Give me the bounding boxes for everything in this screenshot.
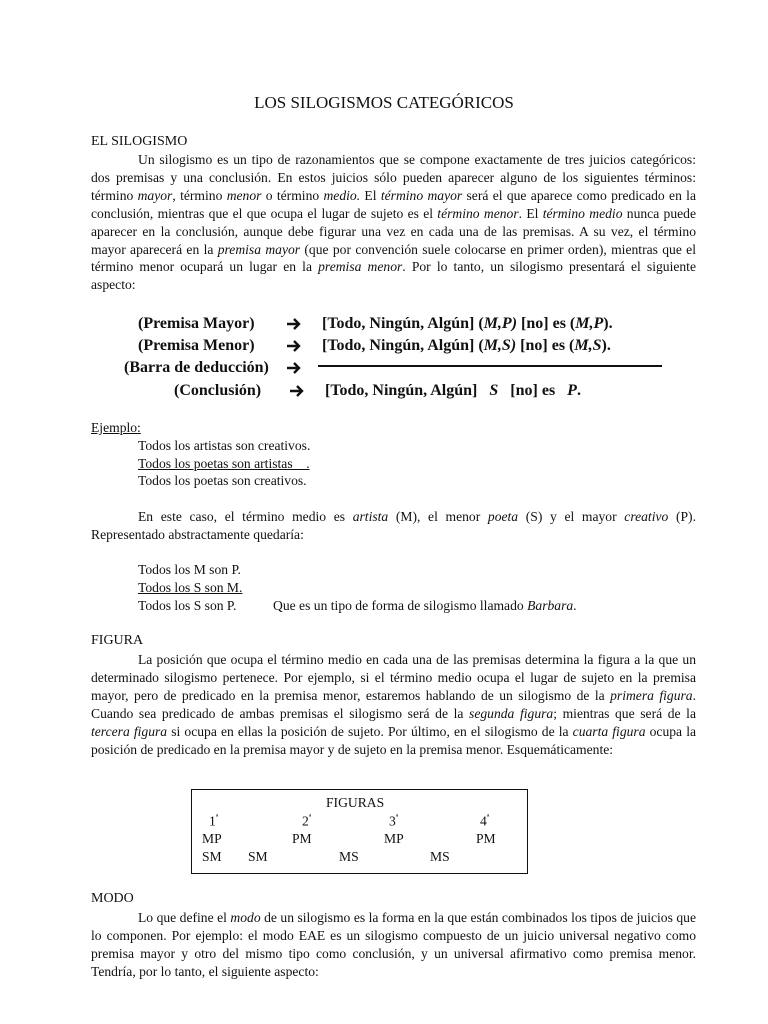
figure-number-4: $4^ª$ bbox=[480, 812, 490, 829]
abstract-line-2: Todos los S son M. bbox=[138, 580, 243, 595]
figure-1-major: MP bbox=[202, 831, 222, 846]
formula-content-major: [Todo, Ningún, Algún] (M,P) [no] es (M,P). bbox=[322, 315, 613, 332]
section-heading-figura: FIGURA bbox=[91, 633, 144, 648]
paragraph-figura bbox=[91, 651, 696, 758]
figure-1-minor: SM bbox=[202, 849, 222, 864]
figure-4-minor: MS bbox=[430, 849, 450, 864]
example-line-2: Todos los poetas son artistas . bbox=[138, 456, 310, 471]
formula-label-major: (Premisa Mayor) bbox=[138, 315, 255, 332]
formula-content-conclusion: [Todo, Ningún, Algún] S [no] es P. bbox=[325, 382, 581, 399]
figure-2-minor: SM bbox=[248, 849, 268, 864]
figure-number-3: $3^ª$ bbox=[389, 812, 399, 829]
arrow-right-icon bbox=[286, 357, 302, 379]
figure-4-major: PM bbox=[476, 831, 496, 846]
abstract-line-1: Todos los M son P. bbox=[138, 562, 241, 577]
deduction-bar bbox=[318, 365, 662, 367]
paragraph-silogismo bbox=[91, 151, 696, 294]
page-title: LOS SILOGISMOS CATEGÓRICOS bbox=[254, 93, 514, 112]
paragraph-modo bbox=[91, 909, 696, 981]
figure-3-major: MP bbox=[384, 831, 404, 846]
abstract-line-3: Todos los S son P. bbox=[138, 598, 237, 613]
figures-table bbox=[191, 789, 528, 874]
formula-label-bar: (Barra de deducción) bbox=[124, 359, 269, 376]
figure-3-minor: MS bbox=[339, 849, 359, 864]
example-line-3: Todos los poetas son creativos. bbox=[138, 473, 307, 488]
paragraph-modo-text: Lo que define el modo de un silogismo es la forma en la que están combinados los tipos de juicios que lo componen. Por ejemplo: el modo EAE es un silogismo compuesto de un juicio universal negativo como premisa mayor y otro del mismo tipo como conclusión, y un universal afirmativo como premisa menor. Tendría, por lo tanto, el siguiente aspecto: bbox=[91, 910, 696, 979]
abstract-note: Que es un tipo de forma de silogismo llamado Barbara. bbox=[273, 598, 577, 613]
section-heading-silogismo: EL SILOGISMO bbox=[91, 134, 188, 149]
arrow-right-icon bbox=[289, 380, 305, 402]
example-heading: Ejemplo: bbox=[91, 420, 141, 435]
formula-label-conclusion: (Conclusión) bbox=[174, 382, 262, 399]
figure-number-2: $2^ª$ bbox=[302, 812, 312, 829]
figure-2-major: PM bbox=[292, 831, 312, 846]
arrow-right-icon bbox=[286, 335, 302, 357]
arrow-right-icon bbox=[286, 313, 302, 335]
figure-number-1: $1^ª$ bbox=[209, 812, 219, 829]
paragraph-explanation: En este caso, el término medio es artista (M), el menor poeta (S) y el mayor creativo (P). Representado abstractamente quedaría: bbox=[91, 509, 696, 542]
figures-title: FIGURAS bbox=[326, 795, 385, 810]
paragraph-silogismo-text: Un silogismo es un tipo de razonamientos que se compone exactamente de tres juicios categóricos: dos premisas y una conclusión. En estos juicios sólo pueden aparecer alguno de los siguientes términos: término mayor, término menor o término medio. El término mayor será el que aparece como predicado en la conclusión, mientras que el que ocupa el lugar de sujeto es el término menor. El término medio nunca puede aparecer en la conclusión, aunque debe figurar una vez en cada una de las premisas. A su vez, el término mayor aparecerá en la premisa mayor (que por convención suele colocarse en primer orden), mientras que el término menor ocupará un lugar en la premisa menor. Por lo tanto, un silogismo presentará el siguiente aspecto: bbox=[91, 152, 696, 293]
formula-label-minor: (Premisa Menor) bbox=[138, 337, 255, 354]
paragraph-figura-text: La posición que ocupa el término medio en cada una de las premisas determina la figura a la que un determinado silogismo pertenece. Por ejemplo, si el término medio ocupa el lugar de sujeto en la premisa mayor, pero de predicado en la premisa menor, estaremos hablando de un silogismo de la primera figura. Cuando sea predicado de ambas premisas el silogismo será de la segunda figura; mientras que será de la tercera figura si ocupa en ellas la posición de sujeto. Por último, en el silogismo de la cuarta figura ocupa la posición de predicado en la premisa mayor y de sujeto en la premisa menor. Esquemáticamente: bbox=[91, 652, 697, 757]
section-heading-modo: MODO bbox=[91, 891, 134, 906]
formula-content-minor: [Todo, Ningún, Algún] (M,S) [no] es (M,S). bbox=[322, 337, 611, 354]
example-line-1: Todos los artistas son creativos. bbox=[138, 438, 311, 453]
